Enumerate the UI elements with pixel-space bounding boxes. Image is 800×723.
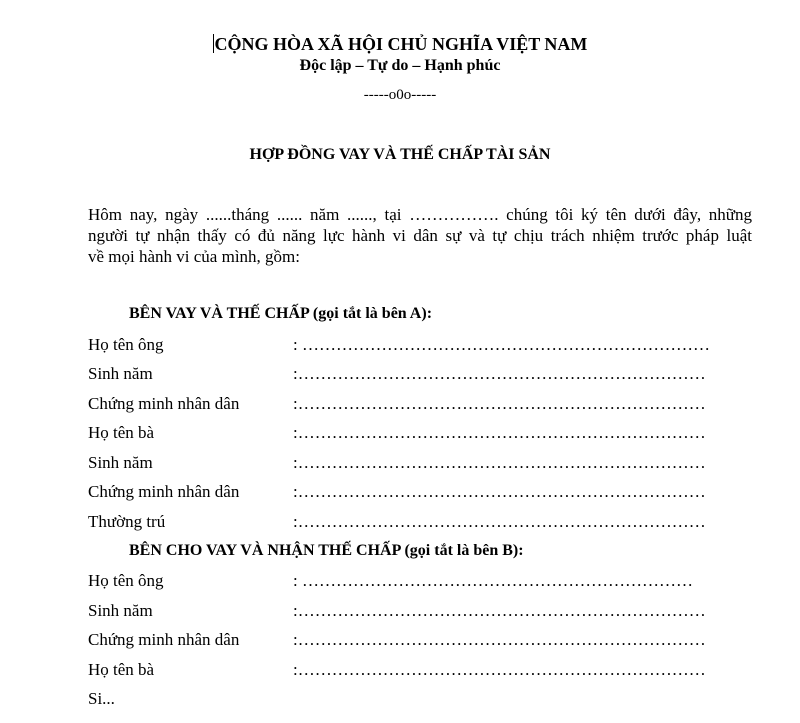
field-value: :………………………………………………………………	[293, 512, 706, 531]
document-title: HỢP ĐỒNG VAY VÀ THẾ CHẤP TÀI SẢN	[249, 146, 551, 163]
field-value: :………………………………………………………………	[293, 453, 706, 472]
intro-line-1: Hôm nay, ngày ......tháng ...... năm ......, tại ……………. chúng tôi ký tên dưới đây, những	[88, 205, 752, 224]
field-value: :………………………………………………………………	[293, 482, 706, 501]
intro-paragraph	[88, 204, 752, 267]
cut-off-line: Si...	[88, 689, 115, 708]
field-label: Sinh năm	[88, 601, 153, 620]
party-a-field	[88, 453, 748, 475]
field-value: :………………………………………………………………	[293, 394, 706, 413]
party-a-heading: BÊN VAY VÀ THẾ CHẤP (gọi tắt là bên A):	[129, 305, 433, 322]
nation-heading	[0, 34, 800, 55]
field-label: Chứng minh nhân dân	[88, 482, 240, 501]
party-a-field	[88, 482, 748, 504]
field-label: Sinh năm	[88, 453, 153, 472]
field-label: Họ tên bà	[88, 660, 155, 679]
field-label: Thường trú	[88, 512, 166, 531]
text-cursor	[213, 34, 214, 53]
field-label: Chứng minh nhân dân	[88, 394, 240, 413]
party-a-field	[88, 364, 748, 386]
field-label: Chứng minh nhân dân	[88, 630, 240, 649]
field-value: : ……………………………………………………………	[293, 571, 693, 590]
field-label: Họ tên ông	[88, 571, 164, 590]
field-value: :………………………………………………………………	[293, 601, 706, 620]
party-a-field	[88, 335, 748, 357]
field-label: Sinh năm	[88, 364, 153, 383]
party-a-field	[88, 512, 748, 534]
intro-line-3: về mọi hành vi của mình, gồm:	[88, 247, 300, 266]
field-value: :………………………………………………………………	[293, 630, 706, 649]
field-value: :………………………………………………………………	[293, 364, 706, 383]
party-b-field	[88, 660, 748, 682]
field-value: :………………………………………………………………	[293, 660, 706, 679]
field-value: : ………………………………………………………………	[293, 335, 710, 354]
separator: -----o0o-----	[363, 87, 437, 103]
party-b-field	[88, 601, 748, 623]
party-a-field	[88, 394, 748, 416]
field-value: :………………………………………………………………	[293, 423, 706, 442]
field-label: Họ tên bà	[88, 423, 155, 442]
nation-heading-text: CỘNG HÒA XÃ HỘI CHỦ NGHĨA VIỆT NAM	[214, 34, 588, 54]
party-b-heading: BÊN CHO VAY VÀ NHẬN THẾ CHẤP (gọi tắt là bên B):	[129, 542, 524, 559]
party-b-field	[88, 571, 748, 593]
field-label: Họ tên ông	[88, 335, 164, 354]
intro-line-2: người tự nhận thấy có đủ năng lực hành vi dân sự và tự chịu trách nhiệm trước pháp luật	[88, 226, 752, 245]
party-b-field	[88, 630, 748, 652]
motto: Độc lập – Tự do – Hạnh phúc	[299, 57, 501, 74]
party-a-field	[88, 423, 748, 445]
